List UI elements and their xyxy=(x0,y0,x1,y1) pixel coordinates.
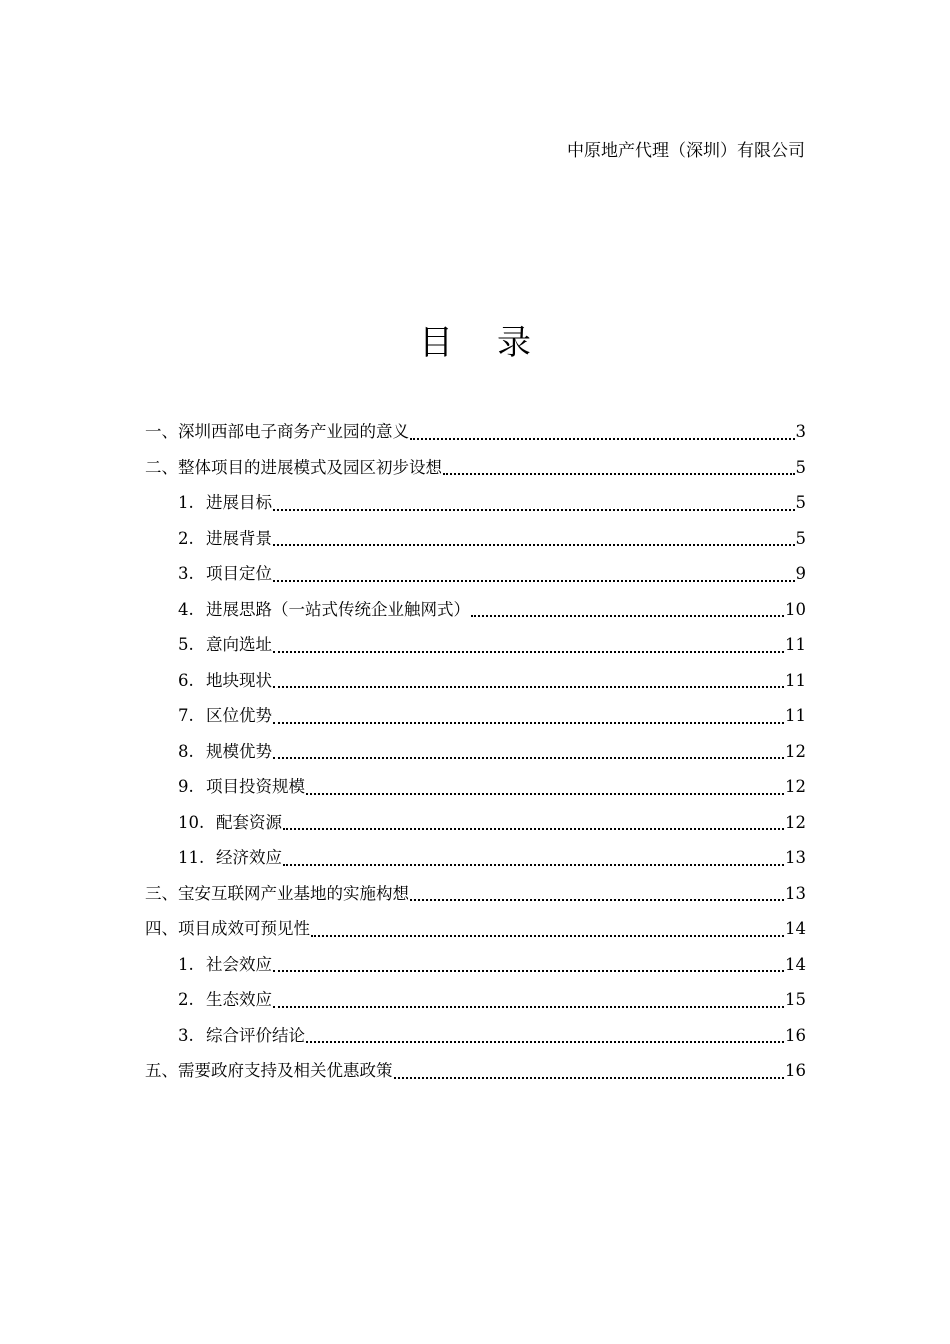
toc-entry-page: 14 xyxy=(785,954,806,974)
toc-entry-number: 11. xyxy=(178,848,205,867)
toc-entry-page: 16 xyxy=(785,1061,806,1080)
toc-entry[interactable] xyxy=(145,698,806,734)
toc-entry[interactable] xyxy=(145,840,806,876)
toc-entry-text: 进展目标 xyxy=(206,493,272,512)
toc-entry-page: 11 xyxy=(785,706,806,725)
toc-entry-text: 配套资源 xyxy=(216,812,282,832)
toc-entry[interactable] xyxy=(145,450,806,486)
toc-entry-number: 9. xyxy=(178,777,194,796)
toc-entry-number: 1. xyxy=(178,954,194,974)
toc-leader-dots xyxy=(273,1006,784,1008)
toc-entry-page: 11 xyxy=(785,635,806,654)
toc-entry-page: 5 xyxy=(795,493,806,512)
toc-leader-dots xyxy=(311,935,784,937)
toc-leader-dots xyxy=(410,438,795,440)
toc-entry-page: 12 xyxy=(785,812,806,832)
toc-leader-dots xyxy=(283,864,784,866)
toc-entry-text: 进展背景 xyxy=(206,528,272,548)
toc-leader-dots xyxy=(273,509,795,511)
toc-entry[interactable] xyxy=(145,1018,806,1054)
toc-leader-dots xyxy=(410,899,784,901)
toc-leader-dots xyxy=(283,828,784,830)
toc-leader-dots xyxy=(273,970,784,972)
toc-entry-page: 10 xyxy=(785,599,806,619)
toc-entry-page: 3 xyxy=(795,422,806,441)
toc-entry[interactable] xyxy=(145,911,806,947)
toc-entry-page: 14 xyxy=(785,919,806,938)
toc-leader-dots xyxy=(306,1041,784,1043)
toc-entry-text: 五、需要政府支持及相关优惠政策 xyxy=(145,1061,393,1080)
toc-entry-page: 11 xyxy=(785,670,806,690)
toc-entry[interactable] xyxy=(145,414,806,450)
toc-entry[interactable] xyxy=(145,734,806,770)
toc-entry[interactable] xyxy=(145,592,806,628)
toc-leader-dots xyxy=(273,722,784,724)
toc-entry-number: 6. xyxy=(178,670,194,690)
toc-entry[interactable] xyxy=(145,556,806,592)
toc-entry[interactable] xyxy=(145,1053,806,1089)
toc-entry[interactable] xyxy=(145,947,806,983)
toc-entry-page: 16 xyxy=(785,1025,806,1045)
toc-entry-page: 9 xyxy=(795,564,806,583)
toc-entry-page: 12 xyxy=(785,741,806,761)
toc-entry-text: 规模优势 xyxy=(206,741,272,761)
toc-entry-text: 二、整体项目的进展模式及园区初步设想 xyxy=(145,457,442,477)
toc-entry-page: 13 xyxy=(785,848,806,867)
toc-entry[interactable] xyxy=(145,769,806,805)
toc-entry[interactable] xyxy=(145,521,806,557)
toc-entry-number: 4. xyxy=(178,599,194,619)
toc-entry-text: 项目定位 xyxy=(206,564,272,583)
toc-entry-page: 15 xyxy=(785,990,806,1009)
toc-entry[interactable] xyxy=(145,982,806,1018)
toc-entry-number: 8. xyxy=(178,741,194,761)
toc-entry-text: 经济效应 xyxy=(216,848,282,867)
toc-entry-number: 3. xyxy=(178,564,194,583)
toc-entry-text: 四、项目成效可预见性 xyxy=(145,919,310,938)
toc-entry-text: 生态效应 xyxy=(206,990,272,1009)
toc-entry-number: 1. xyxy=(178,493,194,512)
toc-entry-page: 13 xyxy=(785,883,806,903)
toc-leader-dots xyxy=(306,793,784,795)
toc-entry-text: 意向选址 xyxy=(206,635,272,654)
toc-leader-dots xyxy=(273,686,784,688)
toc-entry-text: 社会效应 xyxy=(206,954,272,974)
table-of-contents xyxy=(145,414,806,1089)
toc-entry-text: 项目投资规模 xyxy=(206,777,305,796)
toc-leader-dots xyxy=(273,544,795,546)
toc-entry[interactable] xyxy=(145,485,806,521)
toc-leader-dots xyxy=(394,1077,785,1079)
toc-entry[interactable] xyxy=(145,805,806,841)
toc-entry-text: 综合评价结论 xyxy=(206,1025,305,1045)
toc-entry-number: 3. xyxy=(178,1025,194,1045)
toc-title: 目录 xyxy=(419,323,575,363)
toc-leader-dots xyxy=(471,615,784,617)
toc-entry-number: 5. xyxy=(178,635,194,654)
toc-leader-dots xyxy=(443,473,795,475)
toc-entry-number: 2. xyxy=(178,990,194,1009)
toc-entry[interactable] xyxy=(145,627,806,663)
toc-entry-text: 区位优势 xyxy=(206,706,272,725)
toc-leader-dots xyxy=(273,757,784,759)
toc-entry[interactable] xyxy=(145,876,806,912)
toc-entry-number: 7. xyxy=(178,706,194,725)
company-name: 中原地产代理（深圳）有限公司 xyxy=(567,141,805,161)
toc-entry-number: 10. xyxy=(178,812,205,832)
toc-leader-dots xyxy=(273,651,784,653)
toc-entry-text: 进展思路（一站式传统企业触网式） xyxy=(206,599,470,619)
toc-entry-page: 5 xyxy=(795,457,806,477)
toc-leader-dots xyxy=(273,580,795,582)
toc-entry-page: 5 xyxy=(795,528,806,548)
toc-entry-text: 一、深圳西部电子商务产业园的意义 xyxy=(145,422,409,441)
toc-entry[interactable] xyxy=(145,663,806,699)
toc-entry-number: 2. xyxy=(178,528,194,548)
toc-entry-text: 三、宝安互联网产业基地的实施构想 xyxy=(145,883,409,903)
toc-entry-page: 12 xyxy=(785,777,806,796)
toc-entry-text: 地块现状 xyxy=(206,670,272,690)
